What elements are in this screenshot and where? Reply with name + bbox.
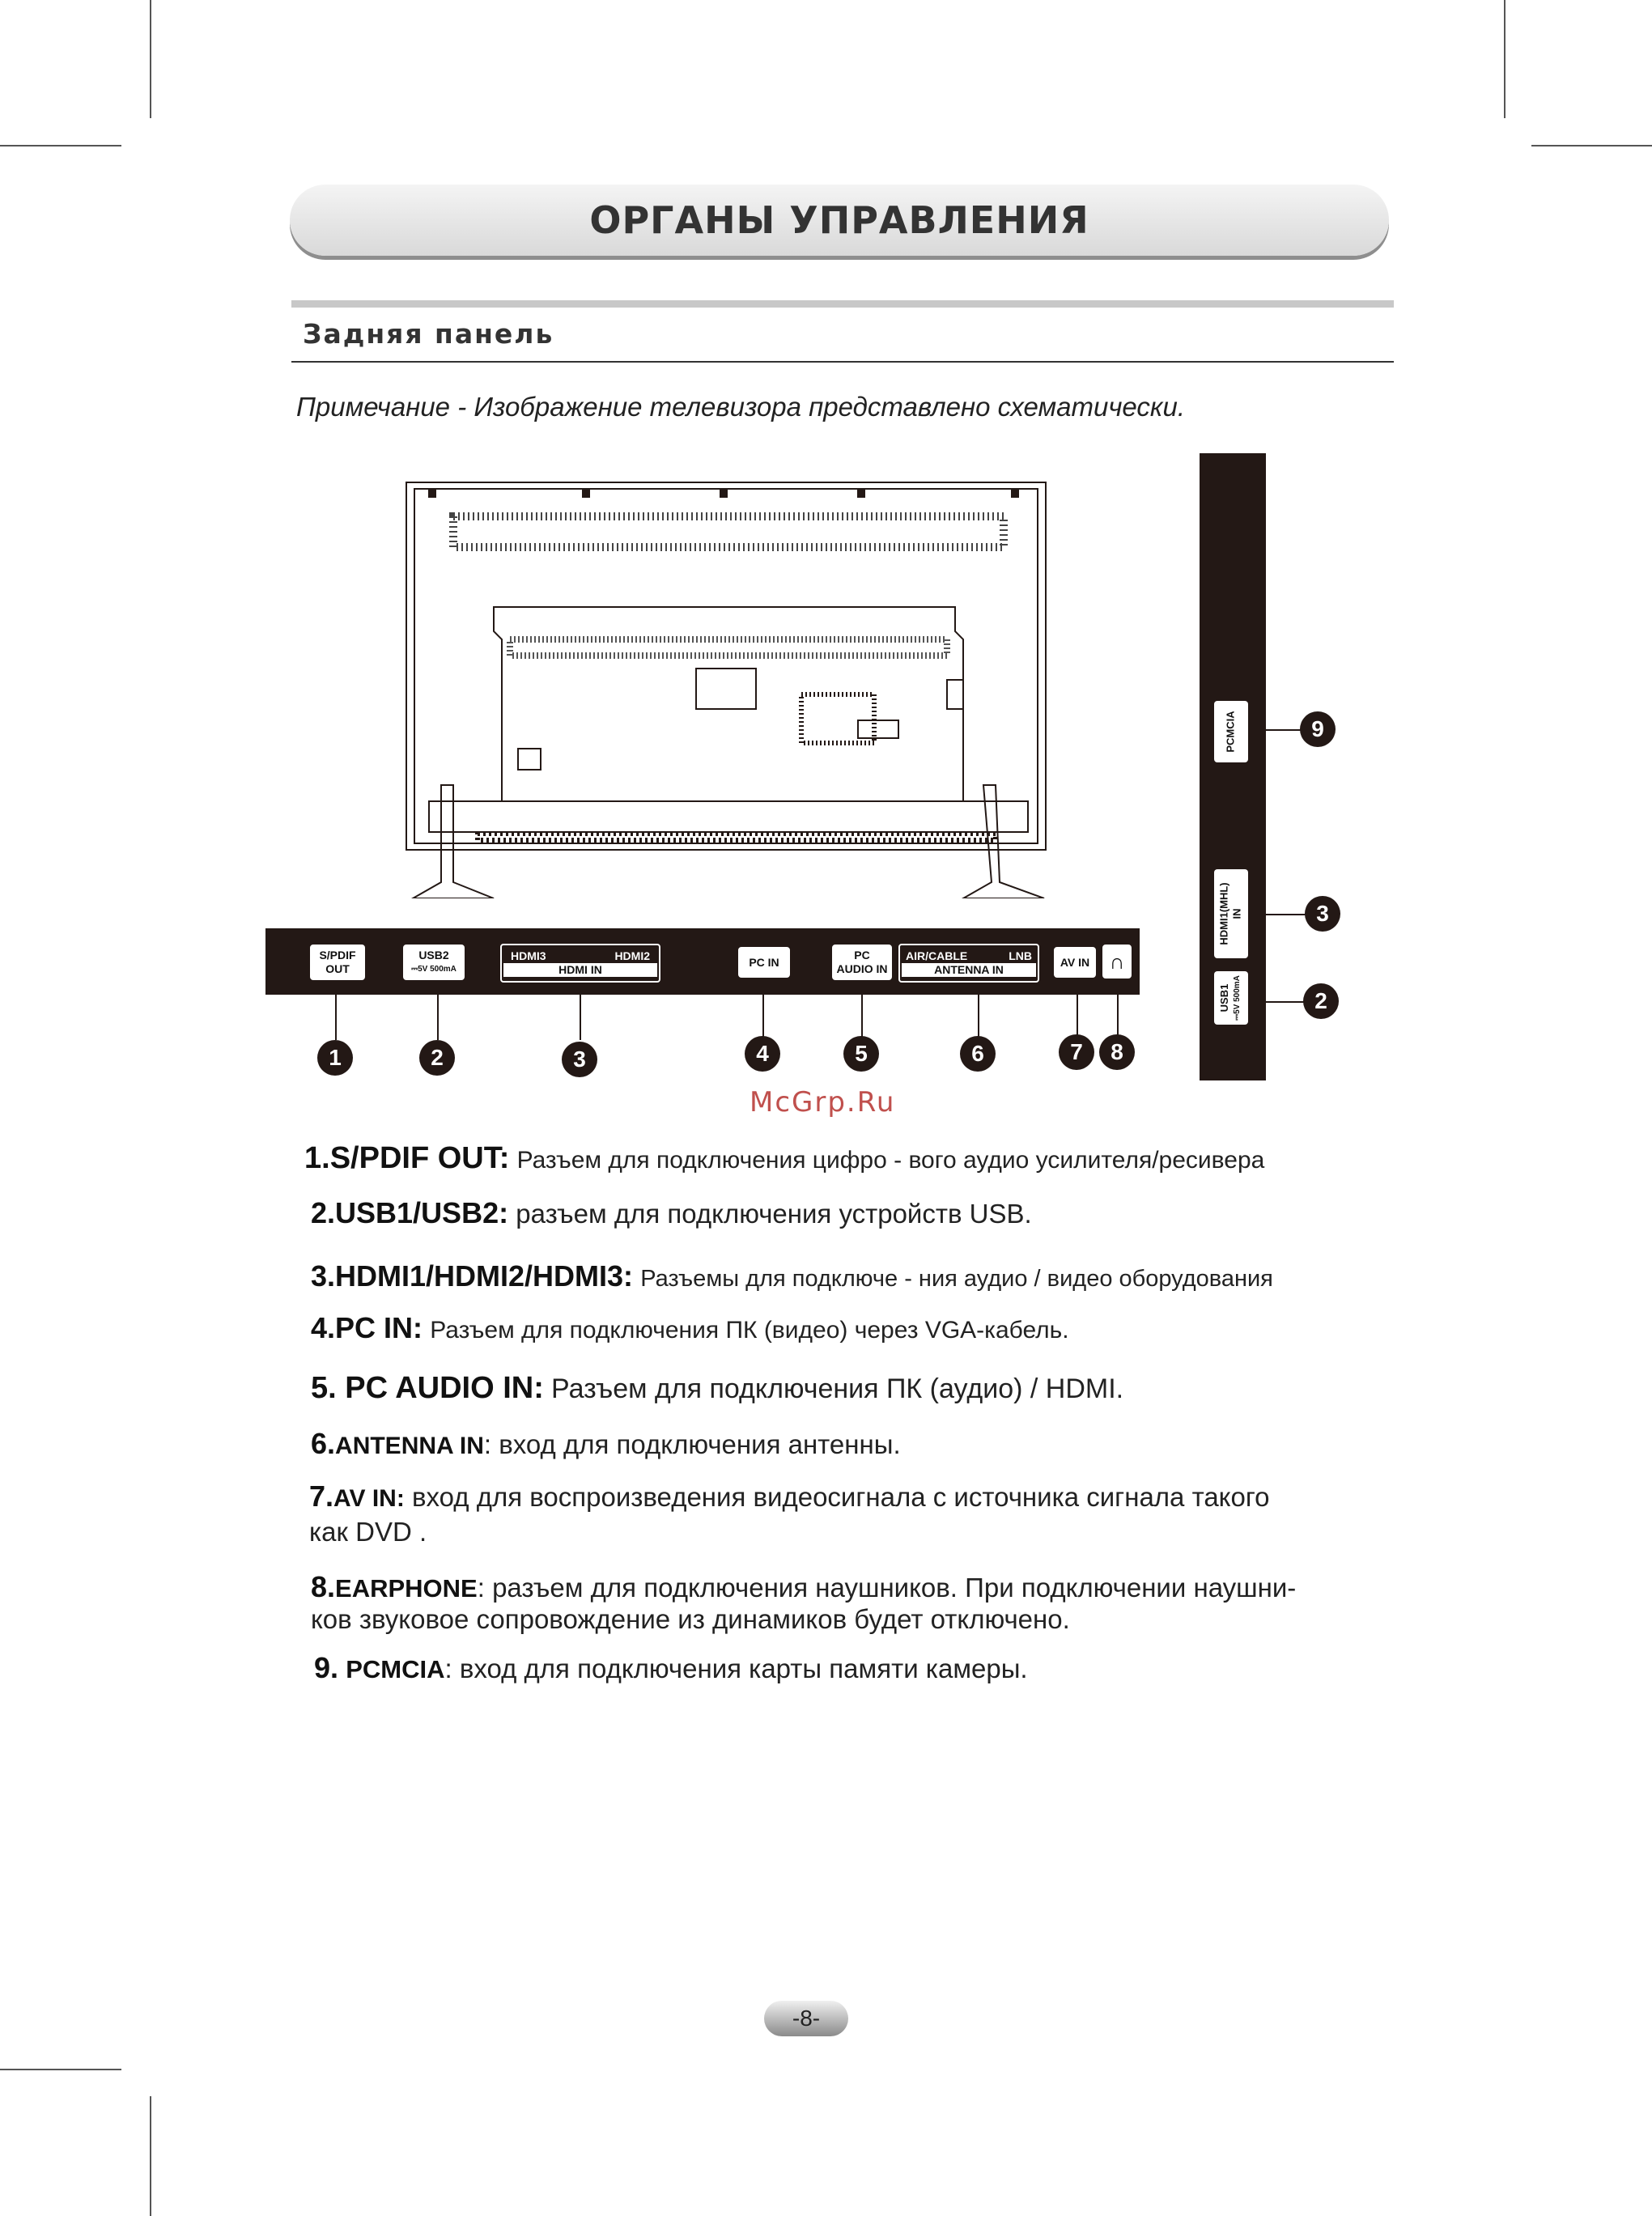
item-label: 6.ANTENNA IN (311, 1427, 484, 1460)
callout-badge: 2 (1303, 983, 1339, 1019)
section-rule (291, 361, 1394, 363)
item-label: 8.EARPHONE (311, 1570, 478, 1603)
callout-leader (762, 995, 764, 1038)
section-title: Задняя панель (303, 318, 554, 350)
item-text: Разъем для подключения цифро - вого аудио усилителя/ресивера (516, 1147, 1265, 1174)
hdmi3-label: HDMI3 (511, 949, 546, 962)
crop-mark (150, 0, 151, 118)
watermark: McGrp.Ru (750, 1086, 896, 1119)
page-number (764, 2001, 848, 2036)
item-text: Разъем для подключения ПК (видео) через VGA-кабель. (430, 1317, 1069, 1344)
item-text: Разъем для подключения ПК (аудио) / HDMI. (551, 1373, 1124, 1404)
usb1-spec: ⎓5V 500mA (1233, 975, 1242, 1021)
item-7 (309, 1479, 1270, 1513)
callout-badge: 3 (1305, 896, 1340, 932)
item-text: Разъемы для подключе - ния аудио / видео оборудования (640, 1266, 1273, 1292)
antenna-port-group (898, 944, 1039, 983)
antenna-in-label: ANTENNA IN (902, 963, 1036, 977)
item-label: 7.AV IN: (309, 1479, 405, 1513)
crop-mark (0, 145, 121, 146)
item-8 (311, 1570, 1296, 1604)
callout-badge: 3 (562, 1042, 597, 1077)
earphone-icon: ∩ (1102, 945, 1132, 979)
page-title: ОРГАНЫ УПРАВЛЕНИЯ (589, 198, 1089, 242)
item-9 (314, 1651, 1028, 1685)
callout-badge: 4 (745, 1036, 780, 1072)
hdmi-in-label: HDMI IN (503, 963, 657, 977)
note-text: Примечание - Изображение телевизора представлено схематически. (296, 392, 1185, 422)
lnb-label: LNB (1009, 949, 1032, 962)
pc-audio-port-label: PC AUDIO IN (832, 945, 892, 980)
callout-badge: 5 (843, 1036, 879, 1072)
item-label: 9. PCMCIA (314, 1651, 445, 1684)
usb1-label: USB1 (1218, 983, 1231, 1012)
pc-in-port-label: PC IN (738, 947, 790, 978)
callout-leader (861, 995, 863, 1038)
crop-mark (150, 2096, 151, 2216)
callout-badge: 2 (419, 1040, 455, 1076)
crop-mark (0, 2069, 121, 2070)
item-text: : вход для подключения антенны. (483, 1429, 901, 1459)
item-text: : разъем для подключения наушников. При подключении наушни- (477, 1573, 1297, 1603)
section-rule (291, 300, 1394, 308)
item-4 (311, 1311, 1069, 1345)
crop-mark (1531, 145, 1652, 146)
air-cable-label: AIR/CABLE (906, 949, 968, 962)
item-text: вход для воспроизведения видеосигнала с источника сигнала такого (411, 1482, 1270, 1512)
item-1 (304, 1141, 1264, 1176)
item-3 (311, 1259, 1273, 1293)
callout-leader (1117, 995, 1119, 1038)
crop-mark (1504, 0, 1505, 118)
tv-back-illustration (397, 478, 1060, 898)
usb2-spec: ⎓5V 500mA (411, 965, 457, 974)
callout-leader (580, 995, 581, 1040)
page-title-banner (290, 185, 1389, 256)
item-label: 3.HDMI1/HDMI2/HDMI3: (311, 1259, 634, 1293)
item-8-continued: ков звуковое сопровождение из динамиков будет отключено. (311, 1604, 1070, 1634)
callout-leader (335, 995, 337, 1040)
usb2-port-label (403, 945, 465, 980)
item-6 (311, 1427, 901, 1461)
spdif-port-label: S/PDIF OUT (310, 945, 365, 980)
item-5 (311, 1371, 1123, 1406)
usb1-text (1218, 975, 1244, 1021)
callout-badge: 6 (960, 1036, 996, 1072)
usb2-label: USB2 (418, 949, 449, 962)
page-number-text: -8- (792, 2006, 821, 2031)
callout-leader (978, 995, 979, 1040)
item-text: разъем для подключения устройств USB. (516, 1199, 1032, 1229)
callout-badge: 9 (1300, 711, 1336, 747)
callout-badge: 7 (1059, 1034, 1094, 1070)
av-in-port-label: AV IN (1054, 947, 1096, 978)
pcmcia-port-label (1214, 701, 1248, 762)
callout-leader (437, 995, 439, 1040)
item-7-continued: как DVD . (309, 1517, 427, 1547)
hdmi-port-group (500, 944, 660, 983)
hdmi1-port-label (1214, 869, 1248, 958)
item-label: 4.PC IN: (311, 1311, 423, 1344)
item-label: 1.S/PDIF OUT: (304, 1141, 510, 1175)
pcmcia-label: PCMCIA (1225, 711, 1237, 753)
hdmi2-label: HDMI2 (614, 949, 650, 962)
callout-leader (1077, 995, 1078, 1038)
callout-leader (1248, 914, 1313, 915)
hdmi1-label: HDMI1(MHL) IN (1218, 882, 1244, 945)
callout-badge: 8 (1099, 1034, 1135, 1070)
callout-badge: 1 (317, 1040, 353, 1076)
item-label: 5. PC AUDIO IN: (311, 1371, 544, 1405)
item-label: 2.USB1/USB2: (311, 1196, 509, 1229)
item-2 (311, 1196, 1032, 1230)
item-text: : вход для подключения карты памяти камеры. (444, 1654, 1028, 1683)
usb1-port-label (1214, 971, 1248, 1025)
